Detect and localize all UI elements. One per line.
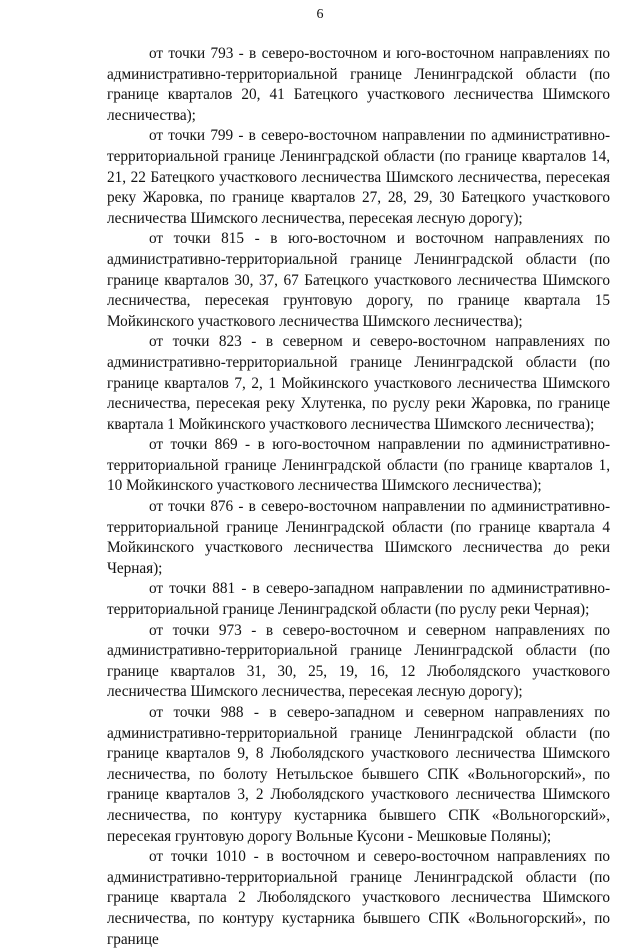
page-number: 6	[316, 7, 324, 22]
paragraph-point-988: от точки 988 - в северо-западном и северном направлениях по административно-территориальной границе Ленинградской области (по границе кварталов 9, 8 Люболядского участкового лесничества Шимского лесничества, по болоту Нетыльское бывшего СПК «Вольногорский», по границе кварталов 3, 2 Люболядского участкового лесничества Шимского лесничества, по контуру кустарника бывшего СПК «Вольногорский», пересекая грунтовую дорогу Вольные Кусони - Мешковые Поляны);	[107, 704, 610, 845]
paragraph-point-1010: от точки 1010 - в восточном и северо-восточном направлениях по административно-территориальной границе Ленинградской области (по границе квартала 2 Люболядского участкового лесничества Шимского лесничества, по контуру кустарника бывшего СПК «Вольногорский», по границе	[107, 848, 610, 948]
paragraph-point-815: от точки 815 - в юго-восточном и восточном направлениях по административно-территориальной границе Ленинградской области (по границе кварталов 30, 37, 67 Батецкого участкового лесничества Шимского лесничества, пересекая грунтовую дорогу, по границе квартала 15 Мойкинского участкового лесничества Шимского лесничества);	[107, 230, 610, 330]
paragraph-point-876: от точки 876 - в северо-восточном направлении по административно-территориальной границе Ленинградской области (по границе квартала 4 Мойкинского участкового лесничества Шимского лесничества до реки Черная);	[107, 498, 610, 577]
paragraph-point-793: от точки 793 - в северо-восточном и юго-восточном направлениях по административно-территориальной границе Ленинградской области (по границе кварталов 20, 41 Батецкого участкового лесничества Шимского лесничества);	[107, 45, 610, 124]
document-body	[107, 44, 610, 950]
paragraph-point-973: от точки 973 - в северо-восточном и северном направлениях по административно-территориальной границе Ленинградской области (по границе кварталов 31, 30, 25, 19, 16, 12 Люболядского участкового лесничества Шимского лесничества, пересекая лесную дорогу);	[107, 621, 610, 701]
paragraph-point-799: от точки 799 - в северо-восточном направлении по административно-территориальной границе Ленинградской области (по границе кварталов 14, 21, 22 Батецкого участкового лесничества Шимского лесничества, пересекая реку Жаровка, по границе кварталов 27, 28, 29, 30 Батецкого участкового лесничества Шимского лесничества, пересекая лесную дорогу);	[107, 127, 610, 227]
paragraph-point-869: от точки 869 - в юго-восточном направлении по административно-территориальной границе Ленинградской области (по границе кварталов 1, 10 Мойкинского участкового лесничества Шимского лесничества);	[107, 436, 610, 495]
paragraph-point-823: от точки 823 - в северном и северо-восточном направлениях по административно-территориальной границе Ленинградской области (по границе кварталов 7, 2, 1 Мойкинского участкового лесничества Шимского лесничества, пересекая реку Хлутенка, по руслу реки Жаровка, по границе квартала 1 Мойкинского участкового лесничества Шимского лесничества);	[107, 333, 610, 433]
paragraph-point-881: от точки 881 - в северо-западном направлении по административно-территориальной границе Ленинградской области (по руслу реки Черная);	[107, 580, 610, 619]
